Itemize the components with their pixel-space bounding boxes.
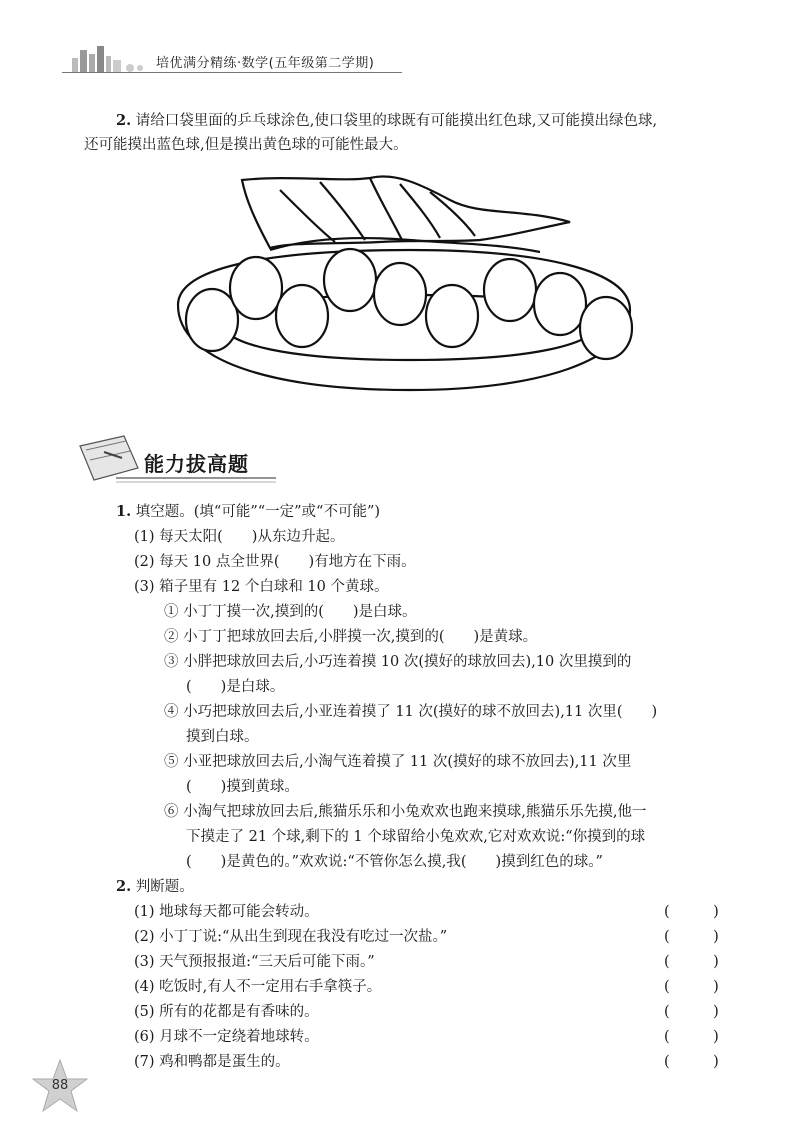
q2-answer-blank-1[interactable]: ( ) xyxy=(664,904,719,920)
q2-item-2: (2) 小丁丁说:“从出生到现在我没有吃过一次盐。” xyxy=(134,929,448,945)
q2-item-4: (4) 吃饭时,有人不一定用右手拿筷子。 xyxy=(134,979,382,995)
ping-pong-ball-9 xyxy=(580,297,632,359)
ping-pong-ball-2 xyxy=(230,257,282,319)
ping-pong-ball-4 xyxy=(324,249,376,311)
q1-sub-item-6-line1: ⑥ 小淘气把球放回去后,熊猫乐乐和小兔欢欢也跑来摸球,熊猫乐乐先摸,他一 xyxy=(164,804,647,820)
header-rule xyxy=(62,72,402,73)
q1-number: 1. xyxy=(116,503,132,520)
running-header xyxy=(62,44,402,78)
q1-sub-item-3-line1: ③ 小胖把球放回去后,小巧连着摸 10 次(摸好的球放回去),10 次里摸到的 xyxy=(164,654,632,670)
ping-pong-ball-8 xyxy=(534,273,586,335)
q1-sub-item-6-line3: ( )是黄色的。”欢欢说:“不管你怎么摸,我( )摸到红色的球。” xyxy=(186,854,603,870)
q2-item-3: (3) 天气预报报道:“三天后可能下雨。” xyxy=(134,954,375,970)
q2-top-text-line1: 请给口袋里面的乒乓球涂色,使口袋里的球既有可能摸出红色球,又可能摸出绿色球, xyxy=(135,113,658,129)
q2-number: 2. xyxy=(116,878,132,895)
city-skyline-icon xyxy=(62,44,152,74)
q1-sub-item-2: ② 小丁丁把球放回去后,小胖摸一次,摸到的( )是黄球。 xyxy=(164,629,538,645)
header-title: 培优满分精练·数学(五年级第二学期) xyxy=(156,56,375,71)
q2-answer-blank-6[interactable]: ( ) xyxy=(664,1029,719,1045)
q1-sub-item-4-line1: ④ 小巧把球放回去后,小亚连着摸了 11 次(摸好的球不放回去),11 次里( ) xyxy=(164,704,658,720)
q2-item-5: (5) 所有的花都是有香味的。 xyxy=(134,1004,319,1020)
q2-item-6: (6) 月球不一定绕着地球转。 xyxy=(134,1029,319,1045)
page-number: 88 xyxy=(51,1078,69,1093)
ping-pong-ball-3 xyxy=(276,285,328,347)
q1-sub-item-5-line2: ( )摸到黄球。 xyxy=(186,779,299,795)
q1-sub-item-5-line1: ⑤ 小亚把球放回去后,小淘气连着摸了 11 次(摸好的球不放回去),11 次里 xyxy=(164,754,632,770)
ping-pong-ball-5 xyxy=(374,263,426,325)
q2-item-1: (1) 地球每天都可能会转动。 xyxy=(134,904,319,920)
q2-item-7: (7) 鸡和鸭都是蛋生的。 xyxy=(134,1054,290,1070)
ball-bag-illustration xyxy=(160,170,640,410)
q1-sub-item-1: ① 小丁丁摸一次,摸到的( )是白球。 xyxy=(164,604,417,620)
page-number-badge xyxy=(30,1058,90,1118)
q2-answer-blank-5[interactable]: ( ) xyxy=(664,1004,719,1020)
q2-answer-blank-7[interactable]: ( ) xyxy=(664,1054,719,1070)
q2-answer-blank-2[interactable]: ( ) xyxy=(664,929,719,945)
q1-sub-item-4-line2: 摸到白球。 xyxy=(186,729,259,745)
q2-answer-blank-3[interactable]: ( ) xyxy=(664,954,719,970)
q1-item-3: (3) 箱子里有 12 个白球和 10 个黄球。 xyxy=(134,579,389,595)
ping-pong-ball-7 xyxy=(484,259,536,321)
q1-item-2: (2) 每天 10 点全世界( )有地方在下雨。 xyxy=(134,554,416,570)
q2-top-line1 xyxy=(116,110,657,132)
section-title: 能力拔高题 xyxy=(144,452,249,476)
q2-answer-blank-4[interactable]: ( ) xyxy=(664,979,719,995)
q2-title: 判断题。 xyxy=(135,879,194,895)
q1-item-1: (1) 每天太阳( )从东边升起。 xyxy=(134,529,345,545)
q2-top-number: 2. xyxy=(116,112,132,129)
section-banner xyxy=(76,428,276,486)
q1-sub-item-3-line2: ( )是白球。 xyxy=(186,679,285,695)
ping-pong-ball-6 xyxy=(426,285,478,347)
q1-heading xyxy=(116,500,380,521)
q1-sub-item-6-line2: 下摸走了 21 个球,剩下的 1 个球留给小兔欢欢,它对欢欢说:“你摸到的球 xyxy=(186,829,646,845)
ping-pong-ball-1 xyxy=(186,289,238,351)
q2-heading xyxy=(116,875,194,896)
bag-knot-cloth xyxy=(242,176,570,248)
q1-title: 填空题。(填“可能”“一定”或“不可能”) xyxy=(135,504,381,520)
q2-top-text-line2: 还可能摸出蓝色球,但是摸出黄色球的可能性最大。 xyxy=(84,137,408,153)
